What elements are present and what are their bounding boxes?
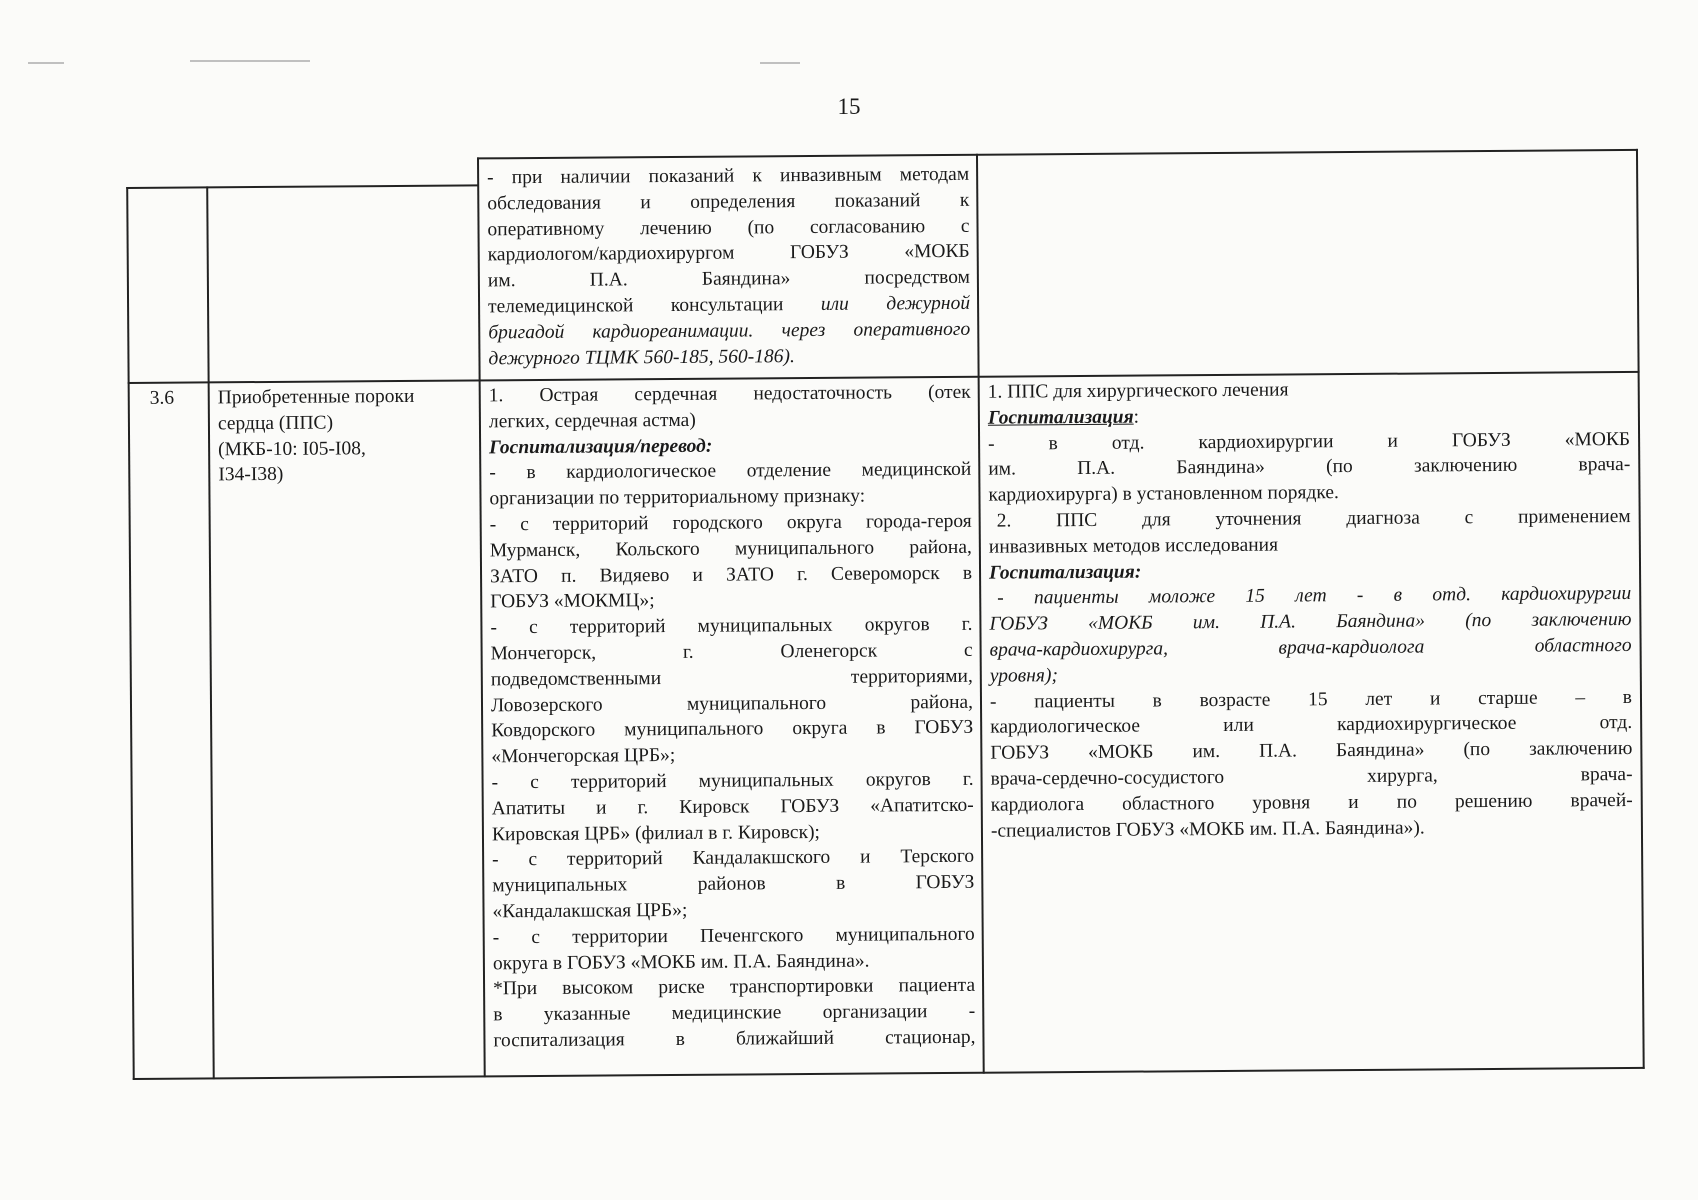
text-line	[488, 291, 970, 320]
section-heading: Госпитализация/перевод:	[489, 435, 713, 458]
table-border	[1636, 149, 1645, 1069]
text-fragment: или дежурной	[820, 292, 971, 315]
section-heading: Госпитализация:	[988, 561, 1142, 584]
text-line: - пациенты моложе 15 лет - в отд. кардиохирургии	[997, 583, 1632, 610]
text-line: сердца (ППС)	[217, 412, 334, 435]
text-line: Кировская ЦРБ» (филиал в г. Кировск);	[491, 821, 821, 845]
text-line: легких, сердечная астма)	[488, 409, 696, 433]
text-line: - при наличии показаний к инвазивным методам	[487, 163, 970, 189]
text-line: организации по территориальному признаку:	[489, 485, 866, 510]
table-border	[206, 186, 215, 1079]
heading-text: Госпитализация	[987, 406, 1134, 429]
diagnosis-name-cell	[218, 383, 474, 488]
scan-artifact	[760, 62, 800, 64]
text-line: - с территорий городского округа города-героя	[489, 510, 972, 536]
text-line: 1. Острая сердечная недостаточность (отек	[488, 381, 971, 407]
text-line: бригадой кардиореанимации. через оперативного	[488, 318, 971, 344]
text-line: «Кандалакшская ЦРБ»;	[492, 899, 688, 923]
scan-artifact	[190, 60, 310, 62]
text-line: I34-I38)	[218, 464, 284, 486]
text-line: кардиологом/кардиохирургом ГОБУЗ «МОКБ	[487, 241, 970, 266]
text-line: Ковдорского муниципального округа в ГОБУЗ	[491, 717, 974, 742]
page-number: 15	[837, 94, 861, 119]
text-line: врача-кардиохирурга, врача-кардиолога областного	[989, 634, 1632, 661]
row-number: 3.6	[149, 387, 175, 409]
text-line: 1. ППС для хирургического лечения	[987, 379, 1289, 403]
text-line: кардиолога областного уровня и по решению врачей-	[990, 789, 1633, 816]
text-line: ЗАТО п. Видяево и ЗАТО г. Североморск в	[489, 562, 973, 587]
text-line: врача-сердечно-сосудистого хирурга, врача-	[990, 763, 1633, 790]
text-line: Приобретенные пороки	[217, 385, 415, 409]
table-border	[477, 157, 486, 1077]
text-line: - в отд. кардиохирургии и ГОБУЗ «МОКБ	[988, 428, 1631, 455]
text-line: - в кардиологическое отделение медицинской	[489, 459, 972, 484]
text-line: «Мончегорская ЦРБ»;	[491, 745, 676, 768]
text-line: в указанные медицинские организации -	[493, 1000, 976, 1026]
text-line: им. П.А. Баяндина» (по заключению врача-	[988, 454, 1631, 481]
text-line: ГОБУЗ «МОКБ им. П.А. Баяндина» (по заключению	[990, 738, 1633, 764]
text-line: *При высоком риске транспортировки пациента	[493, 975, 976, 1000]
text-line: - с территорий муниципальных округов г.	[490, 613, 973, 639]
text-line: подведомственными территориями,	[490, 665, 973, 691]
acute-care-cell	[489, 380, 976, 1054]
text-line: кардиологическое или кардиохирургическое отд.	[990, 712, 1633, 739]
top-row-indications-cell	[487, 162, 970, 372]
text-line: обследования и определения показаний к	[487, 189, 970, 215]
text-line: госпитализация в ближайший стационар,	[493, 1026, 976, 1052]
text-fragment: телемедицинской консультации	[488, 294, 784, 318]
table-border	[477, 149, 1638, 160]
text-line: -специалистов ГОБУЗ «МОКБ им. П.А. Баяндина»).	[990, 817, 1425, 842]
text-line: - с территорий муниципальных округов г.	[491, 768, 974, 794]
text-line: дежурного ТЦМК 560-185, 560-186).	[488, 345, 795, 369]
table-border	[133, 1067, 1645, 1080]
text-line: уровня);	[989, 664, 1058, 687]
text-line: - пациенты в возрасте 15 лет и старше – в	[989, 686, 1633, 713]
text-line: муниципальных районов в ГОБУЗ	[492, 871, 975, 897]
text-line: ГОБУЗ «МОКБ им. П.А. Баяндина» (по заключению	[989, 609, 1632, 635]
text-line: округа в ГОБУЗ «МОКБ им. П.А. Баяндина».	[492, 950, 870, 974]
text-line: ГОБУЗ «МОКМЦ»;	[490, 590, 655, 613]
text-line: Мурманск, Кольского муниципального района,	[489, 536, 972, 562]
scan-artifact	[28, 62, 64, 64]
text-line: Мончегорск, г. Оленегорск с	[490, 639, 973, 665]
table-border	[126, 184, 478, 189]
text-line: оперативному лечению (по согласованию с	[487, 215, 970, 240]
text-line: (МКБ-10: I05-I08,	[218, 437, 366, 460]
text-line: - с территорий Кандалакшского и Терского	[492, 846, 975, 871]
surgical-care-cell	[988, 375, 1633, 844]
table-border	[976, 154, 985, 1074]
text-line: кардиохирурга) в установленном порядке.	[988, 482, 1339, 506]
text-line: Ловозерского муниципального района,	[490, 691, 974, 716]
text-line: инвазивных методов исследования	[988, 534, 1279, 558]
text-line: - с территории Печенгского муниципального	[492, 923, 975, 949]
text-line: им. П.А. Баяндина» посредством	[487, 267, 970, 292]
text-line: Апатиты и г. Кировск ГОБУЗ «Апатитско-	[491, 794, 974, 820]
table	[126, 149, 1645, 1080]
text-line: 2. ППС для уточнения диагноза с применением	[996, 505, 1631, 532]
table-border	[126, 187, 135, 1080]
heading-suffix: :	[1133, 406, 1140, 428]
